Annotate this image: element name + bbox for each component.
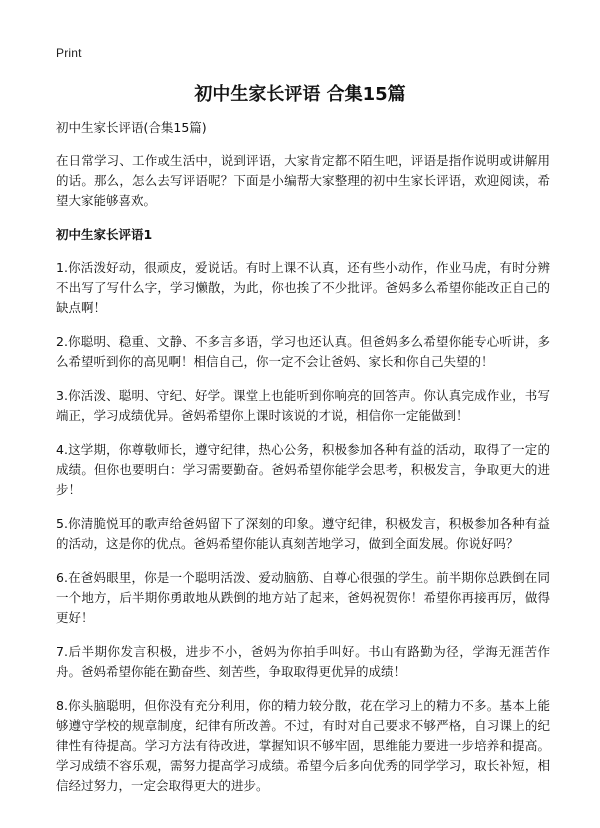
comment-item: 3.你活泼、聪明、守纪、好学。课堂上也能听到你响亮的回答声。你认真完成作业，书写端正，学习成绩优异。爸妈希望你上课时该说的才说，相信你一定能做到！ <box>56 388 550 423</box>
section-heading: 初中生家长评语1 <box>56 227 153 242</box>
comment-item: 8.你头脑聪明，但你没有充分利用，你的精力较分散，花在学习上的精力不多。基本上能够遵守学校的规章制度，纪律有所改善。不过，有时对自己要求不够严格，自习课上的纪律性有待提高。学习方法有待改进，掌握知识不够牢固，思维能力要进一步培养和提高。学习成绩不容乐观，需努力提高学习成绩。希望今后多向优秀的同学学习，取长补短，相信经过努力，一定会取得更大的进步。 <box>56 698 550 793</box>
document-subtitle: 初中生家长评语(合集15篇) <box>56 120 207 135</box>
comment-item: 6.在爸妈眼里，你是一个聪明活泼、爱动脑筋、自尊心很强的学生。前半期你总跌倒在同一个地方，后半期你勇敢地从跌倒的地方站了起来，爸妈祝贺你！希望你再接再厉，做得更好！ <box>56 570 550 625</box>
comment-item: 4.这学期，你尊敬师长，遵守纪律，热心公务，积极参加各种有益的活动，取得了一定的成绩。但你也要明白：学习需要勤奋。爸妈希望你能学会思考，积极发言，争取更大的进步！ <box>56 442 550 497</box>
print-link[interactable]: Print <box>56 46 82 60</box>
comment-item: 7.后半期你发言积极，进步不小，爸妈为你拍手叫好。书山有路勤为径，学海无涯苦作舟。爸妈希望你能在勤奋些、刻苦些，争取取得更优异的成绩！ <box>56 644 550 679</box>
intro-paragraph: 在日常学习、工作或生活中，说到评语，大家肯定都不陌生吧，评语是指作说明或讲解用的话。那么，怎么去写评语呢？下面是小编帮大家整理的初中生家长评语，欢迎阅读，希望大家能够喜欢。 <box>56 153 550 208</box>
comment-item: 5.你清脆悦耳的歌声给爸妈留下了深刻的印象。遵守纪律，积极发言，积极参加各种有益的活动，这是你的优点。爸妈希望你能认真刻苦地学习，做到全面发展。你说好吗？ <box>56 516 550 551</box>
comment-item: 2.你聪明、稳重、文静、不多言多语，学习也还认真。但爸妈多么希望你能专心听讲，多么希望听到你的高见啊！相信自己，你一定不会让爸妈、家长和你自己失望的！ <box>56 334 550 369</box>
comment-item: 1.你活泼好动，很顽皮，爱说话。有时上课不认真，还有些小动作，作业马虎，有时分辨不出写了写什么字，学习懒散，为此，你也挨了不少批评。爸妈多么希望你能改正自己的缺点啊！ <box>56 260 550 315</box>
document-body <box>56 118 550 810</box>
page-title: 初中生家长评语 合集15篇 <box>194 84 406 105</box>
